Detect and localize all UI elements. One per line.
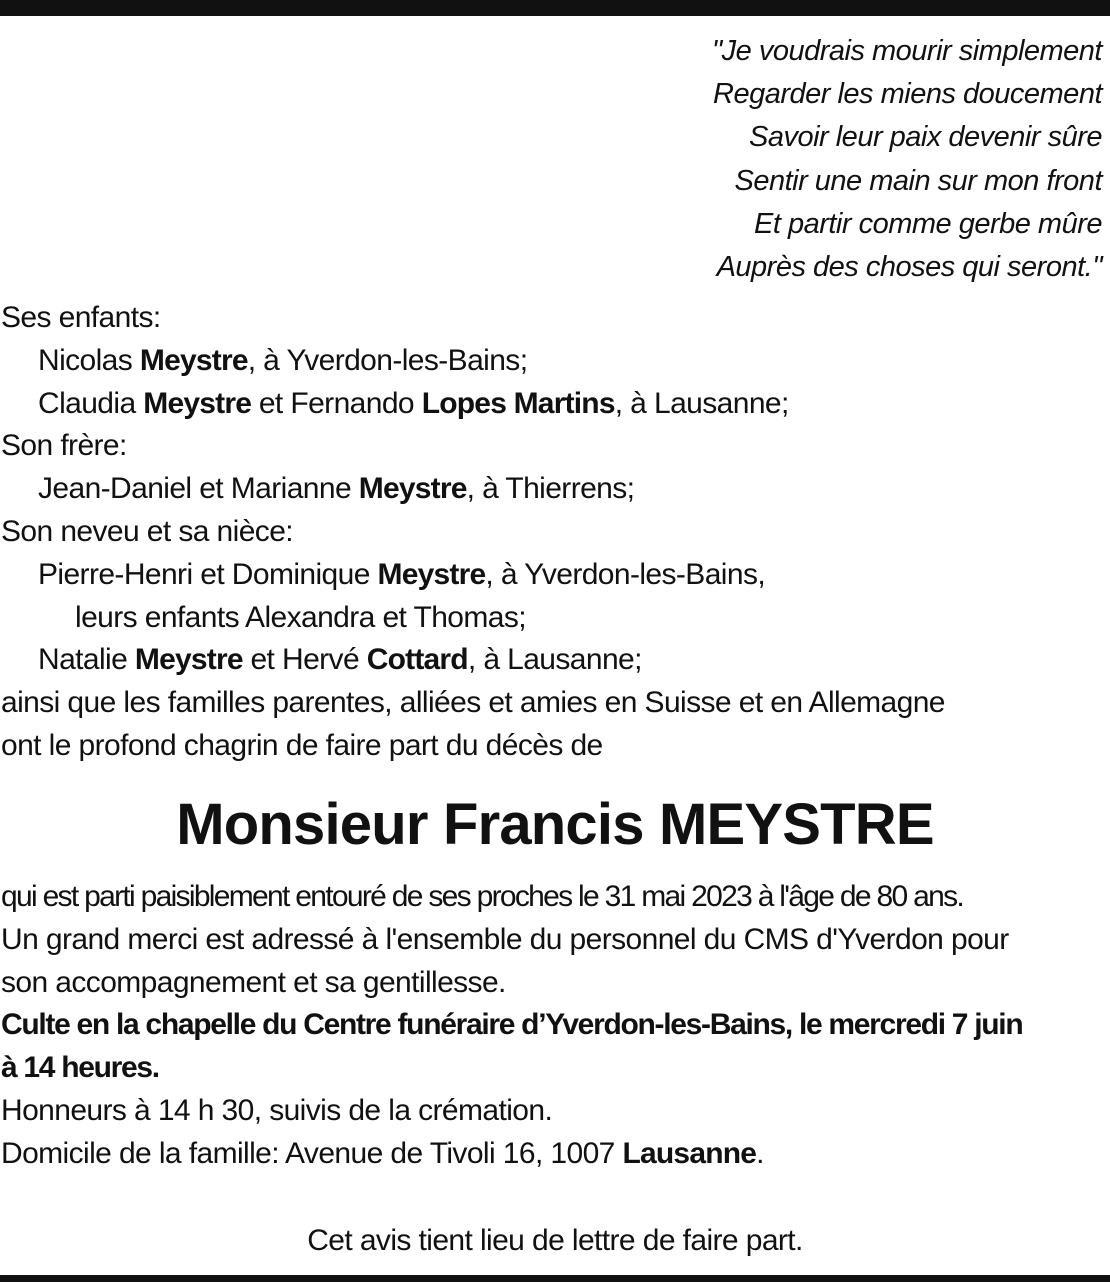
domicile-address: Domicile de la famille: Avenue de Tivoli 16, 1007 (1, 1136, 623, 1170)
poem-quote (712, 30, 1102, 289)
place: , à Yverdon-les-Bains, (485, 557, 766, 591)
brother-entry (1, 468, 945, 511)
partner-name: et Hervé (242, 643, 367, 677)
first-name: Pierre-Henri et Dominique (38, 557, 378, 591)
niece-entry (1, 639, 945, 682)
children-heading: Ses enfants: (1, 301, 161, 334)
nephew-heading: Son neveu et sa nièce: (1, 514, 294, 548)
place: , à Lausanne; (467, 643, 642, 677)
poem-line: Et partir comme gerbe mûre (753, 207, 1102, 240)
honours-line: Honneurs à 14 h 30, suivis de la crémation. (1, 1093, 553, 1127)
domicile-line (1, 1133, 1022, 1176)
thanks-line: son accompagnement et sa gentillesse. (1, 965, 506, 999)
place: , à Yverdon-les-Bains; (247, 343, 528, 377)
surname: Cottard (366, 643, 468, 677)
brother-heading: Son frère: (1, 429, 127, 463)
child-entry (1, 340, 945, 383)
surname: Meystre (358, 472, 467, 506)
place: , à Lausanne; (614, 386, 789, 420)
first-name: Jean-Daniel et Marianne (38, 472, 359, 506)
poem-line: Regarder les miens doucement (713, 78, 1102, 111)
notice-details (1, 876, 1022, 1176)
poem-line: "Je voudrais mourir simplement (711, 35, 1102, 67)
service-line: Culte en la chapelle du Centre funéraire d’Yverdon-les-Bains, le mercredi 7 juin (1, 1008, 1023, 1042)
nephew-children: leurs enfants Alexandra et Thomas; (75, 600, 526, 634)
domicile-punctuation: . (756, 1136, 764, 1170)
thanks-line: Un grand merci est adressé à l'ensemble du personnel du CMS d'Yverdon pour (1, 922, 1009, 956)
poem-line: Auprès des choses qui seront." (716, 251, 1102, 284)
first-name: Claudia (38, 386, 144, 420)
surname: Meystre (139, 343, 248, 377)
domicile-city: Lausanne (622, 1136, 757, 1170)
passing-line: qui est parti paisiblement entouré de ses proches le 31 mai 2023 à l'âge de 80 ans. (1, 880, 964, 913)
service-line: à 14 heures. (1, 1051, 159, 1085)
partner-name: et Fernando (251, 386, 422, 420)
announcement-line: ont le profond chagrin de faire part du décès de (1, 728, 603, 762)
nephew-entry (1, 554, 945, 597)
surname: Meystre (143, 386, 252, 420)
bottom-border-rule (0, 1275, 1110, 1282)
family-list (1, 297, 945, 768)
surname: Lopes Martins (421, 386, 615, 420)
child-entry (1, 383, 945, 426)
relatives-line: ainsi que les familles parentes, alliées et amies en Suisse et en Allemagne (1, 686, 945, 720)
first-name: Natalie (38, 643, 135, 677)
closing-note: Cet avis tient lieu de lettre de faire part. (307, 1224, 803, 1257)
top-border-rule (0, 0, 1110, 16)
place: , à Thierrens; (466, 472, 635, 506)
surname: Meystre (377, 557, 486, 591)
poem-line: Savoir leur paix devenir sûre (748, 121, 1102, 154)
first-name: Nicolas (38, 343, 140, 377)
poem-line: Sentir une main sur mon front (734, 164, 1102, 197)
deceased-name: Monsieur Francis MEYSTRE (176, 792, 934, 857)
surname: Meystre (134, 643, 243, 677)
